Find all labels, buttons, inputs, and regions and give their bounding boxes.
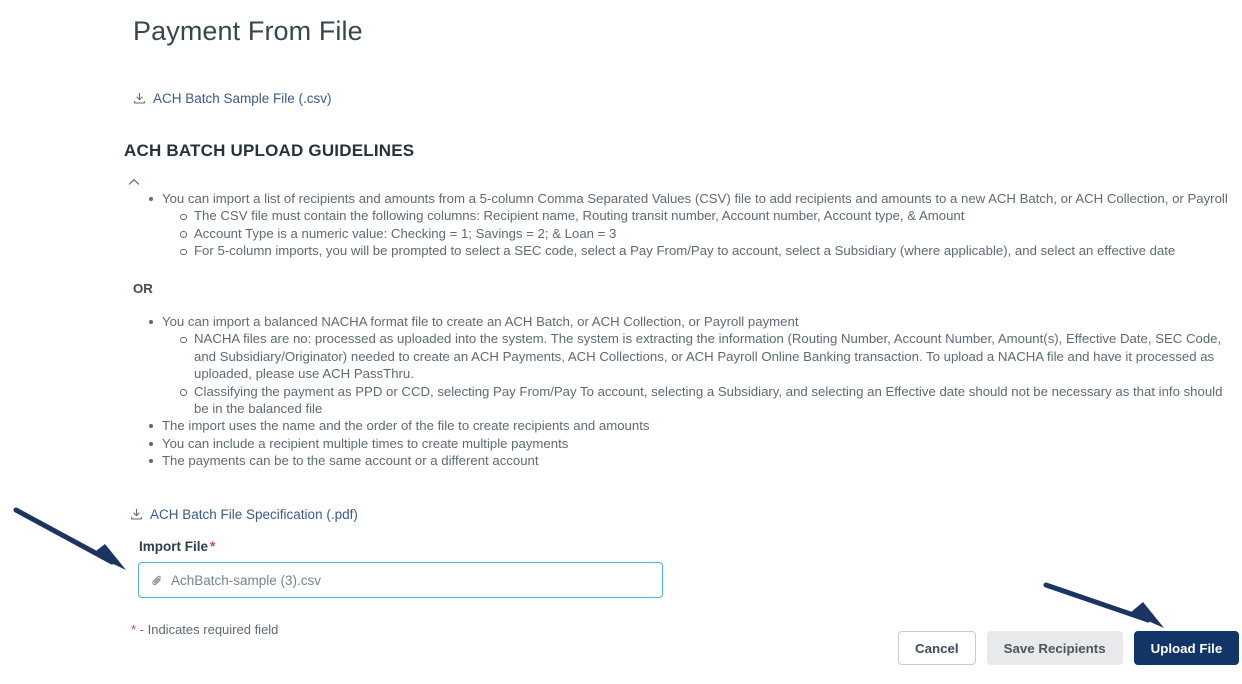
chevron-up-icon[interactable] xyxy=(126,174,142,190)
list-item xyxy=(194,225,1234,242)
paperclip-icon xyxy=(151,574,164,587)
list-item xyxy=(162,190,1234,260)
list-item-text: The import uses the name and the order of the file to create recipients and amounts xyxy=(162,418,650,434)
list-item-text: Classifying the payment as PPD or CCD, selecting Pay From/Pay To account, selecting a Subsidiary, and selecting an Effective date should not be necessary as that info should be in the balanced file xyxy=(194,383,1223,417)
cancel-button[interactable]: Cancel xyxy=(898,631,976,665)
or-separator-label: OR xyxy=(133,281,153,296)
list-item xyxy=(162,417,1234,434)
guidelines-block-one xyxy=(124,190,1234,260)
import-file-label xyxy=(139,539,215,554)
required-note-text: - Indicates required field xyxy=(136,622,279,637)
list-item xyxy=(162,435,1234,452)
list-item xyxy=(194,207,1234,224)
save-recipients-button[interactable]: Save Recipients xyxy=(987,631,1123,665)
list-item xyxy=(162,452,1234,469)
import-file-input[interactable] xyxy=(138,562,663,598)
ach-batch-sample-file-link-label: ACH Batch Sample File (.csv) xyxy=(153,91,332,106)
guidelines-block-two xyxy=(124,313,1234,470)
guidelines-list-one xyxy=(124,190,1234,260)
annotation-arrow-to-import-file-input xyxy=(8,500,138,585)
list-item xyxy=(162,313,1234,417)
upload-file-button[interactable]: Upload File xyxy=(1134,631,1240,665)
ach-batch-sample-file-link[interactable] xyxy=(133,91,332,106)
list-item-text: The CSV file must contain the following columns: Recipient name, Routing transit number, Account number, Account type, & Amount xyxy=(194,208,965,224)
list-item xyxy=(194,242,1234,259)
list-item-text: You can import a balanced NACHA format file to create an ACH Batch, or ACH Collection, or Payroll payment xyxy=(162,314,799,329)
required-asterisk: * xyxy=(210,539,216,554)
guidelines-sublist xyxy=(162,330,1234,417)
download-icon xyxy=(133,92,146,105)
list-item xyxy=(194,330,1234,382)
import-file-label-text: Import File xyxy=(139,539,209,554)
guidelines-sublist xyxy=(162,207,1234,259)
list-item-text: NACHA files are no: processed as uploaded into the system. The system is extracting the information (Routing Number, Account Number, Amount(s), Effective Date, SEC Code, and Subsidiary/Originator) needed to create an ACH Payments, ACH Collections, or ACH Payroll Online Banking transaction. To upload a NACHA file and have it processed as uploaded, please use ACH PassThru. xyxy=(194,331,1222,382)
required-field-note xyxy=(131,622,278,637)
list-item-text: Account Type is a numeric value: Checking = 1; Savings = 2; & Loan = 3 xyxy=(194,225,617,241)
form-actions xyxy=(898,631,1239,665)
required-note-asterisk: * xyxy=(131,622,137,637)
list-item-text: For 5-column imports, you will be prompted to select a SEC code, select a Pay From/Pay to account, select a Subsidiary (where applicable), and select an effective date xyxy=(194,243,1176,259)
page-title: Payment From File xyxy=(133,16,363,46)
guidelines-heading: ACH BATCH UPLOAD GUIDELINES xyxy=(124,141,415,160)
ach-batch-file-specification-link[interactable] xyxy=(130,507,358,522)
import-file-name: AchBatch-sample (3).csv xyxy=(171,572,322,588)
list-item-text: The payments can be to the same account or a different account xyxy=(162,453,539,469)
guidelines-list-two xyxy=(124,313,1234,470)
download-icon xyxy=(130,508,143,521)
list-item xyxy=(194,383,1234,418)
list-item-text: You can import a list of recipients and amounts from a 5-column Comma Separated Values (CSV) file to add recipients and amounts to a new ACH Batch, or ACH Collection, or Payroll xyxy=(162,191,1228,206)
list-item-text: You can include a recipient multiple times to create multiple payments xyxy=(162,435,569,451)
ach-batch-file-specification-link-label: ACH Batch File Specification (.pdf) xyxy=(150,507,358,522)
